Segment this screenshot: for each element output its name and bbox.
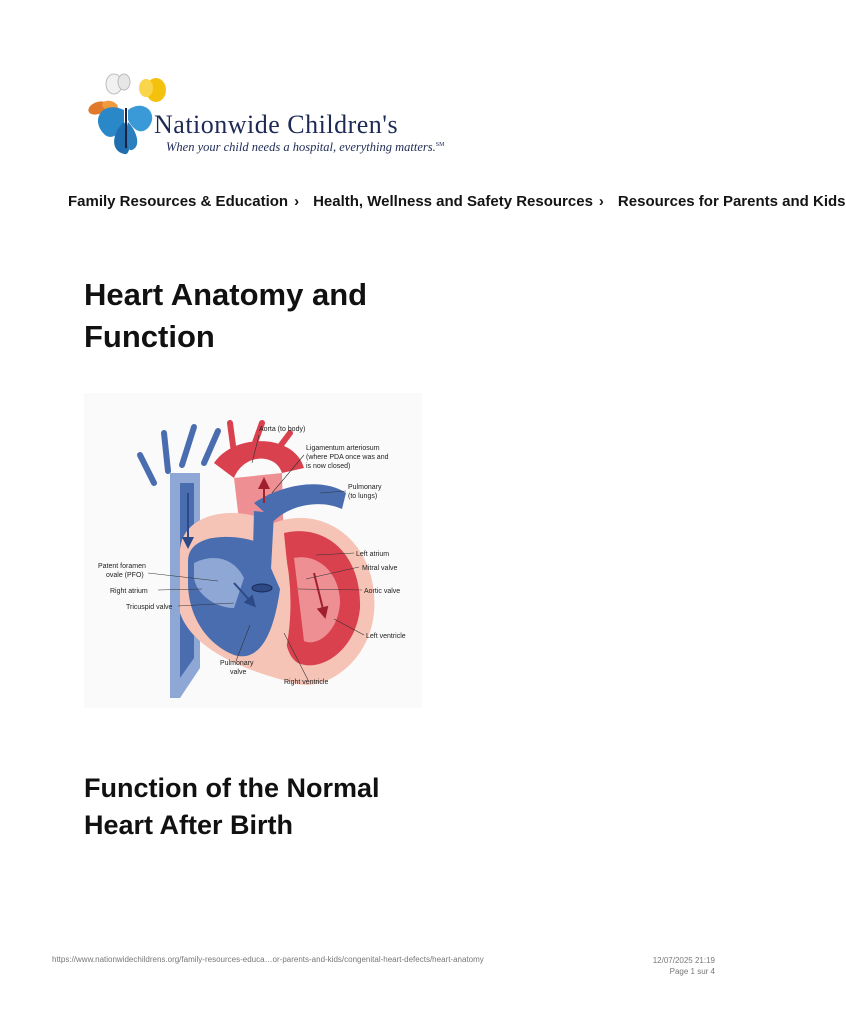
label-pfo: Patent foramen — [98, 563, 146, 570]
label-ligamentum-line3: is now closed) — [306, 463, 351, 470]
brand-tagline: When your child needs a hospital, everything matters.℠ — [166, 140, 445, 154]
label-right-ventricle: Right ventricle — [284, 679, 329, 686]
breadcrumb-separator: › — [294, 193, 300, 210]
breadcrumb — [68, 193, 846, 210]
brand-logo[interactable] — [84, 70, 484, 160]
brand-name: Nationwide Children's — [154, 110, 399, 139]
breadcrumb-item-resources-parents-kids[interactable]: Resources for Parents and Kids — [617, 193, 846, 210]
footer-page-number: Page 1 sur 4 — [669, 967, 715, 976]
footer-datetime: 12/07/2025 21:19 — [652, 956, 715, 965]
label-aorta: Aorta (to body) — [259, 426, 306, 433]
label-right-atrium: Right atrium — [110, 588, 148, 595]
footer-meta — [620, 955, 715, 977]
label-left-atrium: Left atrium — [356, 551, 390, 558]
heart-illustration — [84, 393, 422, 708]
section-heading: Function of the Normal Heart After Birth — [84, 773, 380, 840]
butterflies-icon — [84, 70, 164, 160]
label-mitral-valve: Mitral valve — [362, 565, 398, 572]
label-pulmonary-valve-line2: valve — [230, 669, 247, 676]
label-ligamentum-line2: (where PDA once was and — [306, 454, 389, 461]
label-ligamentum: Ligamentum arteriosum — [306, 445, 380, 452]
footer-url: https://www.nationwidechildrens.org/family-resources-educa…or-parents-and-kids/congenital-heart-defects/heart-anatomy — [52, 955, 484, 964]
breadcrumb-item-family-resources[interactable]: Family Resources & Education — [68, 193, 289, 210]
label-pulmonary-valve: Pulmonary — [220, 660, 254, 667]
breadcrumb-separator: › — [598, 193, 604, 210]
page-title: Heart Anatomy and Function — [84, 277, 368, 354]
label-pulmonary: Pulmonary — [348, 484, 382, 491]
label-left-ventricle: Left ventricle — [366, 633, 406, 640]
label-aortic-valve: Aortic valve — [364, 588, 401, 595]
label-pfo-line2: ovale (PFO) — [106, 572, 144, 579]
label-tricuspid-valve: Tricuspid valve — [126, 604, 173, 611]
breadcrumb-item-health-wellness[interactable]: Health, Wellness and Safety Resources — [313, 193, 593, 210]
label-pulmonary-line2: (to lungs) — [348, 493, 378, 500]
heart-anatomy-diagram — [84, 393, 422, 708]
